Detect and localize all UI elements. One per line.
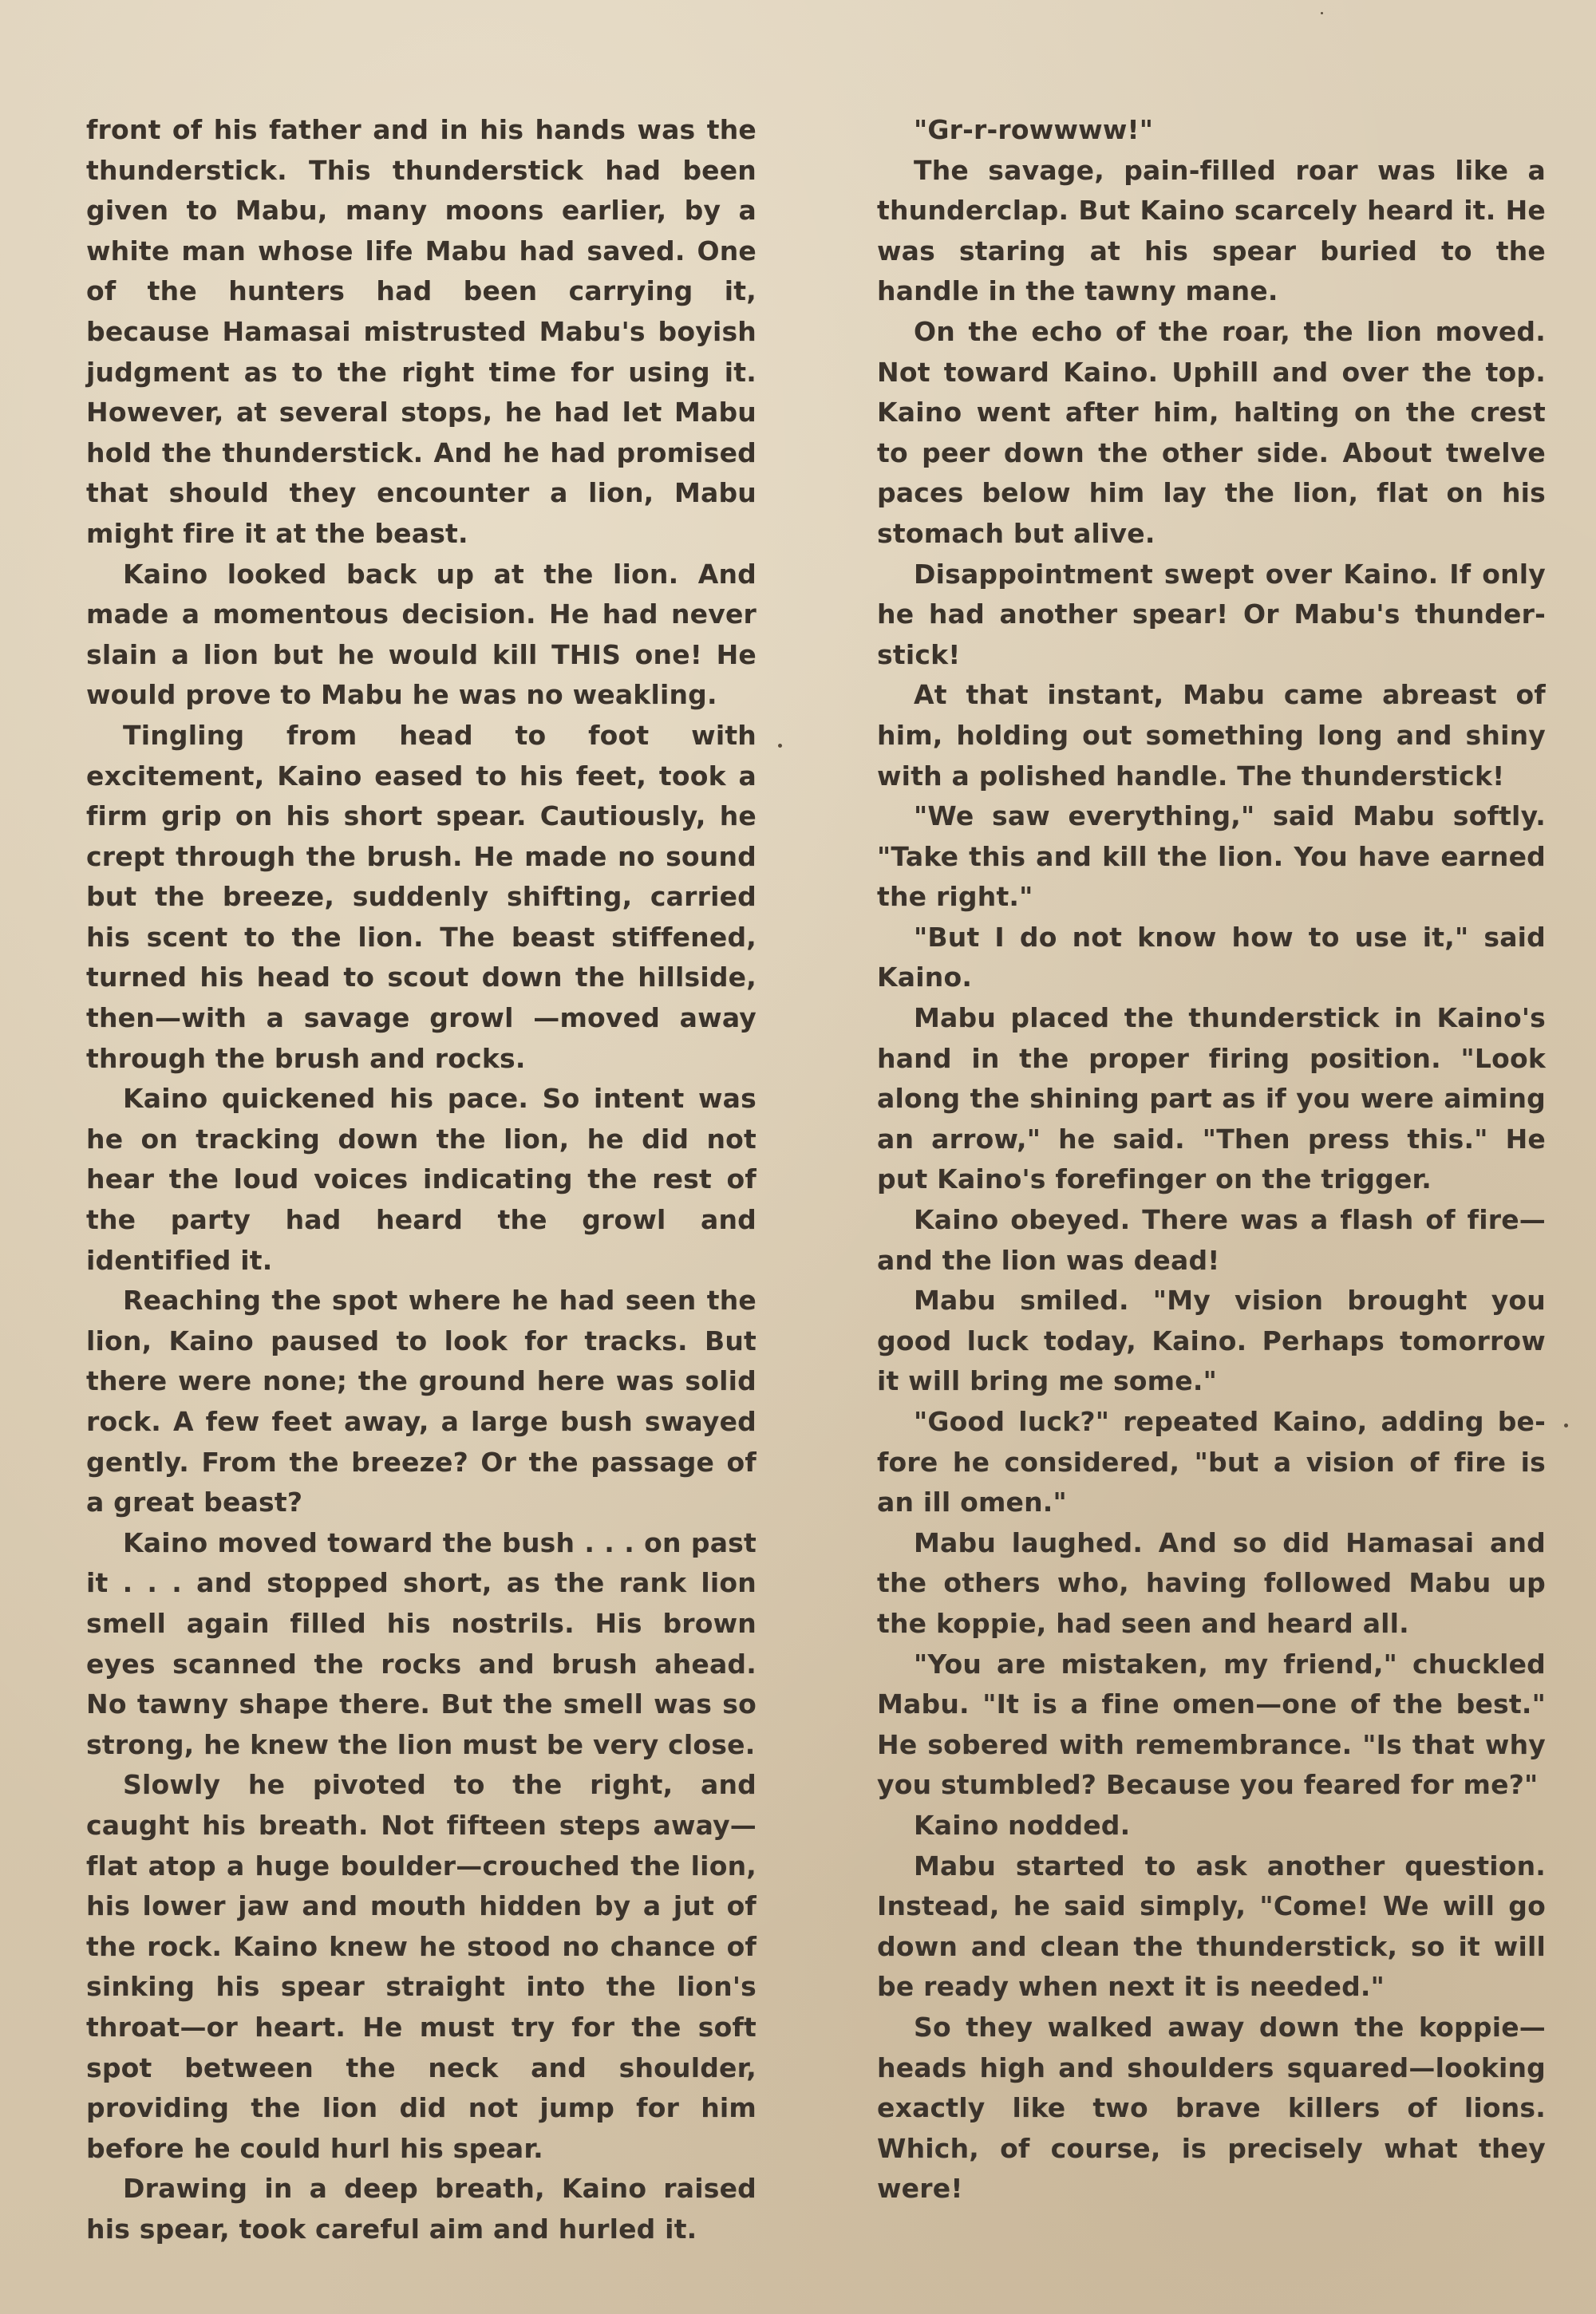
ink-speck [1564,1424,1568,1427]
paragraph: "Gr-r-rowwww!" [914,114,1154,145]
right-column [877,110,1546,2209]
paragraph: Kaino quickened his pace. So intent was he on tracking down the lion, he did not hear the loud voices indicating the rest of the party had heard the growl and identified it. [86,1083,757,1276]
paragraph: Mabu started to ask another question. Instead, he said simply, "Come! We will go down and clean the thunderstick, so it will be ready when next it is needed." [877,1850,1546,2003]
paragraph: Mabu laughed. And so did Hamasai and the others who, having followed Mabu up the koppie, had seen and heard all. [877,1526,1546,1639]
paragraph: front of his father and in his hands was the thunderstick. This thunderstick had been given to Mabu, many moons earlier, by a white man whose life Mabu had saved. One of the hunters had been carrying it, because Hamasai mistrusted Mabu's boyish judgment as to the right time for using it. However, at several stops, he had let Mabu hold the thunderstick. And he had promised that should they encounter a lion, Mabu might fire it at the beast. [86,114,757,549]
paragraph: Disappointment swept over Kaino. If only he had another spear! Or Mabu's thunder-stick! [877,558,1546,670]
ink-speck [1321,12,1323,14]
paragraph: Slowly he pivoted to the right, and caught his breath. Not fifteen steps away—flat atop a huge boulder—crouched the lion, his lower jaw and mouth hidden by a jut of the rock. Kaino knew he stood no chance of sinking his spear straight into the lion's throat—or heart. He must try for the soft spot between the neck and shoulder, providing the lion did not jump for him before he could hurl his spear. [86,1769,757,2164]
paragraph: Kaino moved toward the bush . . . on past it . . . and stopped short, as the rank lion smell again filled his nostrils. His brown eyes scanned the rocks and brush ahead. No tawny shape there. But the smell was so strong, he knew the lion must be very close. [86,1526,757,1760]
left-column [86,110,757,2249]
paragraph: Drawing in a deep breath, Kaino raised his spear, took careful aim and hurled it. [86,2173,757,2245]
paragraph: "But I do not know how to use it," said Kaino. [877,921,1546,993]
paragraph: "Good luck?" repeated Kaino, adding be-fore he considered, "but a vision of fire is an ill omen." [877,1406,1546,1518]
paragraph: "We saw everything," said Mabu softly. "Take this and kill the lion. You have earned the right." [877,800,1546,913]
paragraph: Mabu placed the thunderstick in Kaino's hand in the proper firing position. "Look along the shining part as if you were aiming an arrow," he said. "Then press this." He put Kaino's forefinger on the trigger. [877,1002,1546,1195]
paragraph: The savage, pain-filled roar was like a thunderclap. But Kaino scarcely heard it. He was staring at his spear buried to the handle in the tawny mane. [877,154,1546,307]
paragraph: Reaching the spot where he had seen the lion, Kaino paused to look for tracks. But there were none; the ground here was solid rock. A few feet away, a large bush swayed gently. From the breeze? Or the passage of a great beast? [86,1285,757,1518]
paragraph: So they walked away down the koppie—heads high and shoulders squared—looking exactly like two brave killers of lions. Which, of course, is precisely what they were! [877,2011,1546,2205]
paragraph: "You are mistaken, my friend," chuckled Mabu. "It is a fine omen—one of the best." He sobered with remembrance. "Is that why you stumbled? Because you feared for me?" [877,1648,1546,1801]
paragraph: Mabu smiled. "My vision brought you good luck today, Kaino. Perhaps tomorrow it will bring me some." [877,1285,1546,1397]
paragraph: On the echo of the roar, the lion moved. Not toward Kaino. Uphill and over the top. Kaino went after him, halting on the crest to peer down the other side. About twelve paces below him lay the lion, flat on his stomach but alive. [877,315,1546,549]
paragraph: At that instant, Mabu came abreast of him, holding out something long and shiny with a polished handle. The thunderstick! [877,679,1546,792]
paragraph: Tingling from head to foot with excitement, Kaino eased to his feet, took a firm grip on his short spear. Cautiously, he crept through the brush. He made no sound but the breeze, suddenly shifting, carried his scent to the lion. The beast stiffened, turned his head to scout down the hillside, then—with a savage growl —moved away through the brush and rocks. [86,719,757,1074]
ink-speck [778,744,782,748]
paragraph: Kaino looked back up at the lion. And made a momentous decision. He had never slain a lion but he would kill THIS one! He would prove to Mabu he was no weakling. [86,558,757,711]
paragraph: Kaino nodded. [914,1809,1131,1841]
paragraph: Kaino obeyed. There was a flash of fire—and the lion was dead! [877,1204,1546,1276]
